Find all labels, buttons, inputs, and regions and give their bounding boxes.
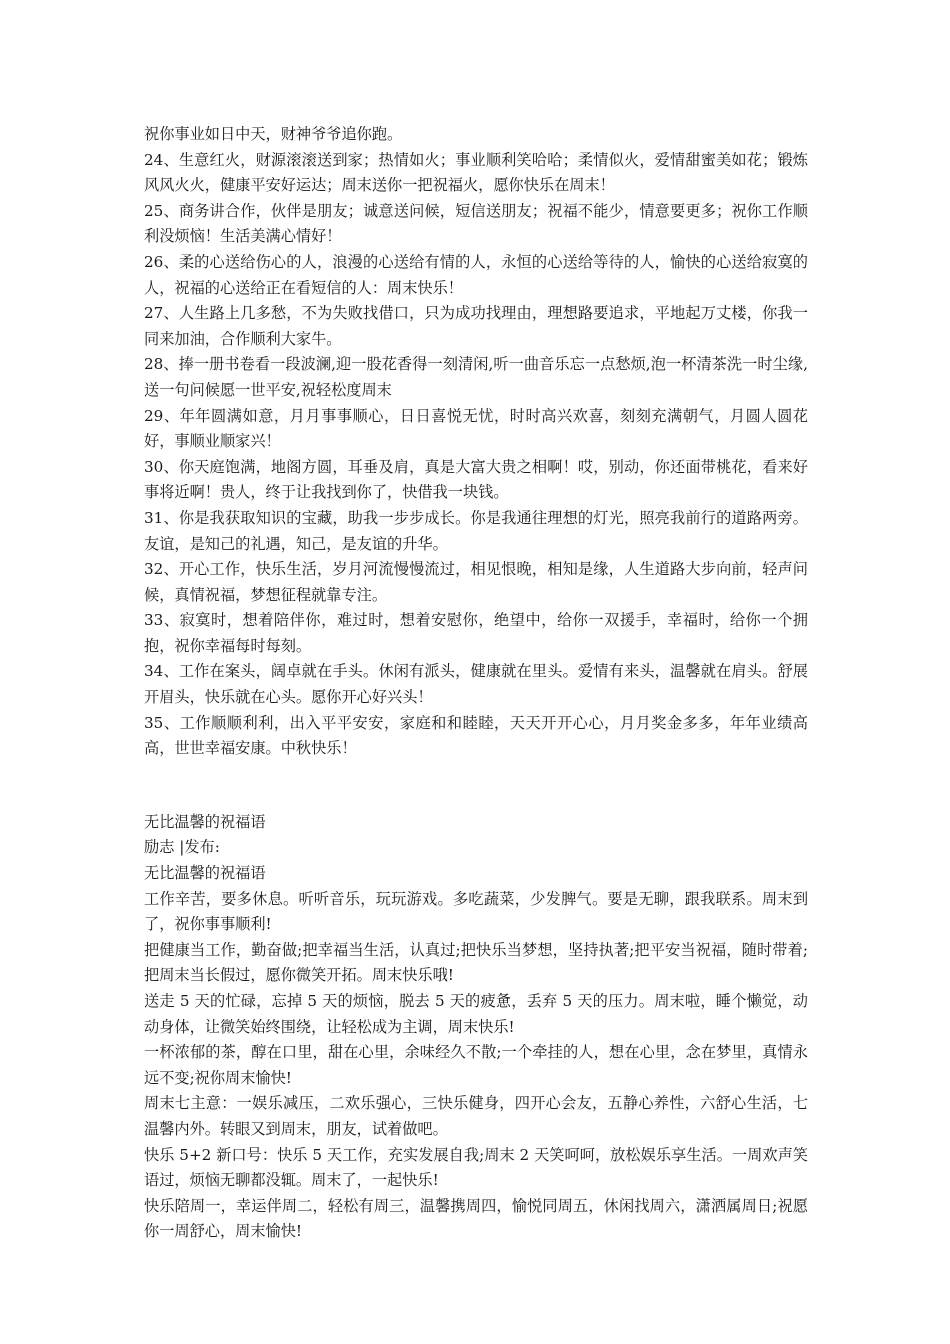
paragraph: 34、工作在案头，阔卓就在手头。休闲有派头，健康就在里头。爱情有来头，温馨就在肩头。舒展开眉头，快乐就在心头。愿你开心好兴头！ xyxy=(144,662,808,707)
section-warm-wishes xyxy=(144,810,808,1245)
article-subtitle: 无比温馨的祝福语 xyxy=(144,864,266,883)
paragraph: 30、你天庭饱满，地阁方圆，耳垂及肩，真是大富大贵之相啊！哎，别动，你还面带桃花，看来好事将近啊！贵人，终于让我找到你了，快借我一块钱。 xyxy=(144,457,808,502)
document-page xyxy=(144,122,808,1245)
paragraph: 把健康当工作，勤奋做;把幸福当生活，认真过;把快乐当梦想，坚持执著;把平安当祝福，随时带着;把周末当长假过，愿你微笑开拓。周末快乐哦! xyxy=(144,940,808,985)
paragraph: 29、年年圆满如意，月月事事顺心，日日喜悦无忧，时时高兴欢喜，刻刻充满朝气，月圆人圆花好，事顺业顺家兴！ xyxy=(144,406,808,451)
paragraph: 快乐 5+2 新口号：快乐 5 天工作，充实发展自我;周末 2 天笑呵呵，放松娱乐享生活。一周欢声笑语过，烦恼无聊都没辄。周末了，一起快乐! xyxy=(144,1145,808,1190)
article-meta: 励志 |发布: xyxy=(144,838,220,857)
paragraph: 31、你是我获取知识的宝藏，助我一步步成长。你是我通往理想的灯光，照亮我前行的道路两旁。友谊，是知己的礼遇，知己，是友谊的升华。 xyxy=(144,508,808,553)
article-title: 无比温馨的祝福语 xyxy=(144,812,266,831)
paragraph: 送走 5 天的忙碌，忘掉 5 天的烦恼，脱去 5 天的疲惫，丢弃 5 天的压力。周末啦，睡个懒觉，动动身体，让微笑始终围绕，让轻松成为主调，周末快乐! xyxy=(144,992,808,1036)
paragraph: 35、工作顺顺利利，出入平平安安，家庭和和睦睦，天天开开心心，月月奖金多多，年年业绩高高，世世幸福安康。中秋快乐！ xyxy=(144,713,808,758)
section-greetings-list xyxy=(144,122,808,762)
paragraph: 快乐陪周一，幸运伴周二，轻松有周三，温馨携周四，愉悦同周五，休闲找周六，潇洒属周日;祝愿你一周舒心，周末愉快! xyxy=(144,1196,808,1241)
paragraph: 24、生意红火，财源滚滚送到家；热情如火；事业顺利笑哈哈；柔情似火，爱情甜蜜美如花；锻炼风风火火，健康平安好运达；周末送你一把祝福火，愿你快乐在周末！ xyxy=(144,150,808,195)
paragraph: 26、柔的心送给伤心的人，浪漫的心送给有情的人，永恒的心送给等待的人，愉快的心送给寂寞的人，祝福的心送给正在看短信的人：周末快乐！ xyxy=(144,252,808,297)
paragraph: 27、人生路上几多愁，不为失败找借口，只为成功找理由，理想路要追求，平地起万丈楼，你我一同来加油，合作顺利大家牛。 xyxy=(144,304,808,348)
paragraph: 祝你事业如日中天，财神爷爷追你跑。 xyxy=(144,125,403,143)
paragraph: 33、寂寞时，想着陪伴你，难过时，想着安慰你，绝望中，给你一双援手，幸福时，给你一个拥抱，祝你幸福每时每刻。 xyxy=(144,611,808,655)
paragraph: 一杯浓郁的茶，醇在口里，甜在心里，余味经久不散;一个牵挂的人，想在心里，念在梦里，真情永远不变;祝你周末愉快! xyxy=(144,1043,808,1087)
paragraph: 25、商务讲合作，伙伴是朋友；诚意送问候，短信送朋友；祝福不能少，情意要更多；祝你工作顺利没烦恼！生活美满心情好！ xyxy=(144,201,808,246)
paragraph: 周末七主意：一娱乐减压，二欢乐强心，三快乐健身，四开心会友，五静心养性，六舒心生活，七温馨内外。转眼又到周末，朋友，试着做吧。 xyxy=(144,1094,808,1138)
paragraph: 28、捧一册书卷看一段波澜,迎一股花香得一刻清闲,听一曲音乐忘一点愁烦,泡一杯清茶洗一时尘缘,送一句问候愿一世平安,祝轻松度周末 xyxy=(144,355,808,399)
paragraph: 32、开心工作，快乐生活，岁月河流慢慢流过，相见恨晚，相知是缘，人生道路大步向前，轻声问候，真情祝福，梦想征程就靠专注。 xyxy=(144,560,808,604)
section-spacer xyxy=(144,762,808,810)
paragraph: 工作辛苦，要多休息。听听音乐，玩玩游戏。多吃蔬菜，少发脾气。要是无聊，跟我联系。周末到了，祝你事事顺利! xyxy=(144,889,808,934)
